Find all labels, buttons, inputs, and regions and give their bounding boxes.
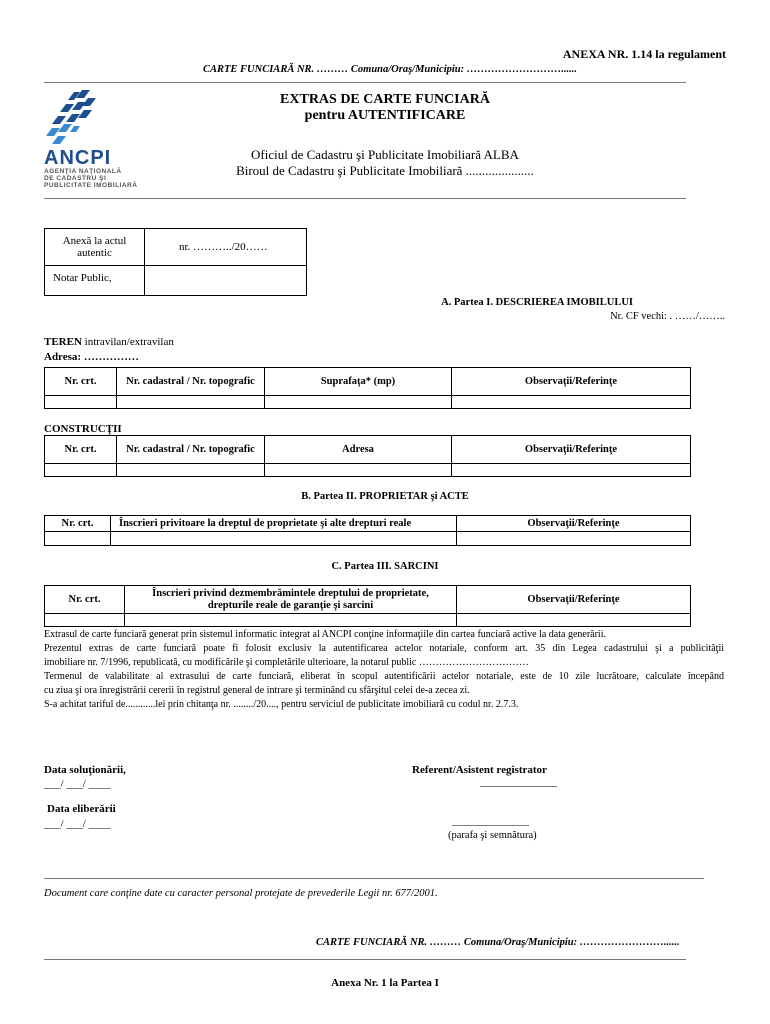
carte-funciara-header: CARTE FUNCIARĂ NR. ……… Comuna/Oraş/Municipiu: ………………………...... <box>203 64 577 75</box>
constructii-table <box>44 435 691 477</box>
carte-funciara-footer: CARTE FUNCIARĂ NR. ……… Comuna/Oraş/Municipiu: ……………………...... <box>316 937 680 948</box>
table-row <box>45 464 691 477</box>
notar-public-label: Notar Public, <box>45 266 145 296</box>
teren-label: TEREN <box>44 336 82 348</box>
anexa-partea-label: Anexa Nr. 1 la Partea I <box>331 977 439 989</box>
prop-col-inscrieri: Înscrieri privitoare la dreptul de proprietate şi alte drepturi reale <box>111 516 457 532</box>
ancpi-logo <box>44 88 140 188</box>
paragraph-folosire-2: imobiliare nr. 7/1996, republicată, cu modificările şi completările ulterioare, la notarul public …………………………… <box>44 657 529 668</box>
logo-mark-icon <box>44 88 104 148</box>
teren-col-nr: Nr. crt. <box>45 368 117 396</box>
anexa-label: ANEXA NR. 1.14 la regulament <box>562 47 726 61</box>
adresa-label: Adresa: …………… <box>44 351 139 363</box>
paragraph-generare: Extrasul de carte funciară generat prin sistemul informatic integrat al ANCPI conţine informaţiile din cartea funciară active la data generării. <box>44 629 606 640</box>
teren-table <box>44 367 691 409</box>
logo-sub2: DE CADASTRU ŞI <box>44 175 107 182</box>
proprietar-table <box>44 515 691 546</box>
paragraph-valabilitate-2: cu ziua şi ora înregistrării cererii în registrul general de intrare şi terminând cu sfârşitul celei de-a zecea zi. <box>44 685 470 696</box>
part-a-title: A. Partea I. DESCRIEREA IMOBILULUI <box>441 297 633 308</box>
notar-box <box>44 228 307 296</box>
teren-col-suprafata: Suprafaţa* (mp) <box>265 368 452 396</box>
doc-title: EXTRAS DE CARTE FUNCIARĂ <box>280 92 490 107</box>
office-bureau: Biroul de Cadastru şi Publicitate Imobiliară ..................... <box>236 163 534 178</box>
constructii-label: CONSTRUCŢII <box>44 423 122 435</box>
teren-type: intravilan/extravilan <box>81 336 174 348</box>
paragraph-valabilitate-1: Termenul de valabilitate al extrasului de carte funciară, eliberat în scopul autentificării actelor notariale, este de 10 zile lucrătoare, calculate începând <box>44 671 724 682</box>
divider <box>44 82 686 83</box>
teren-col-observatii: Observaţii/Referinţe <box>452 368 691 396</box>
sarcini-col-inscrieri: Înscrieri privind dezmembrămintele dreptului de proprietate, drepturile reale de garanţie şi sarcini <box>125 586 457 614</box>
prop-col-observatii: Observaţii/Referinţe <box>457 516 691 532</box>
act-number: nr. ………../20…… <box>145 229 307 266</box>
divider <box>44 959 686 960</box>
disclaimer-text: Document care conţine date cu caracter personal protejate de prevederile Legii nr. 677/2001. <box>44 888 438 899</box>
constr-col-nr: Nr. crt. <box>45 436 117 464</box>
referent-signature-line: ______________ <box>480 776 557 788</box>
notar-public-value <box>145 266 307 296</box>
referent-label: Referent/Asistent registrator <box>412 764 547 776</box>
part-c-title: C. Partea III. SARCINI <box>331 561 439 572</box>
data-solutionarii-value: ___/ ___/ ____ <box>44 778 111 790</box>
table-row <box>45 532 691 546</box>
parafa-signature-line: ______________ <box>452 815 529 827</box>
constr-col-cadastral: Nr. cadastral / Nr. topografic <box>117 436 265 464</box>
data-eliberarii-label: Data eliberării <box>47 803 116 815</box>
logo-sub1: AGENŢIA NAŢIONALĂ <box>44 168 122 175</box>
logo-sub3: PUBLICITATE IMOBILIARĂ <box>44 182 138 189</box>
logo-name: ANCPI <box>44 147 112 169</box>
office-name: Oficiul de Cadastru şi Publicitate Imobiliară ALBA <box>251 147 519 162</box>
paragraph-tarif: S-a achitat tariful de............lei prin chitanţa nr. ......../20...., pentru serviciul de publicitate imobiliară cu codul nr. 2.7.3. <box>44 699 519 710</box>
constr-col-adresa: Adresa <box>265 436 452 464</box>
divider <box>44 878 704 879</box>
doc-subtitle: pentru AUTENTIFICARE <box>304 108 466 123</box>
parafa-label: (parafa şi semnătura) <box>448 830 537 841</box>
anexa-actul-label: Anexă la actul autentic <box>45 229 145 266</box>
data-solutionarii-label: Data soluţionării, <box>44 764 126 776</box>
nr-cf-vechi: Nr. CF vechi: . ……/…….. <box>610 311 725 322</box>
prop-col-nr: Nr. crt. <box>45 516 111 532</box>
teren-col-cadastral: Nr. cadastral / Nr. topografic <box>117 368 265 396</box>
data-eliberarii-value: ___/ ___/ ____ <box>44 818 111 830</box>
paragraph-folosire-1: Prezentul extras de carte funciară poate fi folosit exclusiv la autentificarea actelor notariale, conform art. 35 din Legea cadastrului şi a publicităţii <box>44 643 724 654</box>
sarcini-table <box>44 585 691 627</box>
sarcini-col-nr: Nr. crt. <box>45 586 125 614</box>
sarcini-col-observatii: Observaţii/Referinţe <box>457 586 691 614</box>
table-row <box>45 396 691 409</box>
part-b-title: B. Partea II. PROPRIETAR şi ACTE <box>301 491 469 502</box>
constr-col-observatii: Observaţii/Referinţe <box>452 436 691 464</box>
table-row <box>45 614 691 627</box>
divider <box>44 198 686 199</box>
